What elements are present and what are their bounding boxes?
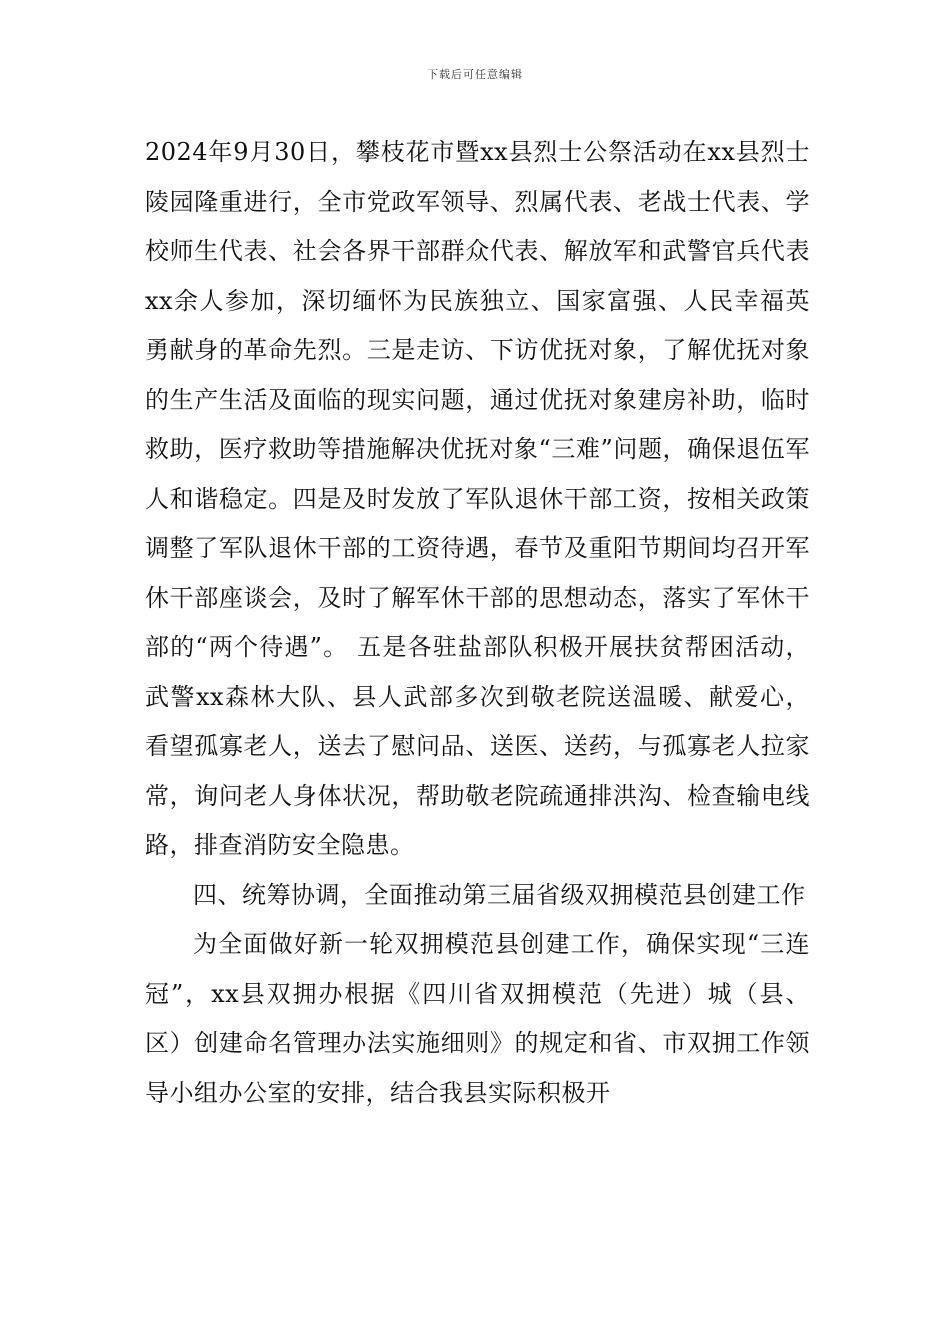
document-body bbox=[145, 128, 810, 1118]
paragraph-3: 为全面做好新一轮双拥模范县创建工作，确保实现“三连冠”，xx县双拥办根据《四川省双拥模范（先进）城（县、区）创建命名管理办法实施细则》的规定和省、市双拥工作领导小组办公室的安排，结合我县实际积极开 bbox=[145, 930, 810, 1107]
paragraph-2-heading: 四、统筹协调，全面推动第三届省级双拥模范县创建工作 bbox=[193, 880, 806, 909]
paragraph-1: 2024年9月30日，攀枝花市暨xx县烈士公祭活动在xx县烈士陵园隆重进行，全市党政军领导、烈属代表、老战士代表、学校师生代表、社会各界干部群众代表、解放军和武警官兵代表xx余人参加，深切缅怀为民族独立、国家富强、人民幸福英勇献身的革命先烈。三是走访、下访优抚对象，了解优抚对象的生产生活及面临的现实问题，通过优抚对象建房补助，临时救助，医疗救助等措施解决优抚对象“三难”问题，确保退伍军人和谐稳定。四是及时发放了军队退休干部工资，按相关政策调整了军队退休干部的工资待遇，春节及重阳节期间均召开军休干部座谈会，及时了解军休干部的思想动态，落实了军休干部的“两个待遇”。 五是各驻盐部队积极开展扶贫帮困活动，武警xx森林大队、县人武部多次到敬老院送温暖、献爱心，看望孤寡老人，送去了慰问品、送医、送药，与孤寡老人拉家常，询问老人身体状况，帮助敬老院疏通排洪沟、检查输电线路，排查消防安全隐患。 bbox=[145, 138, 810, 859]
page-header: 下载后可任意编辑 bbox=[427, 68, 523, 81]
